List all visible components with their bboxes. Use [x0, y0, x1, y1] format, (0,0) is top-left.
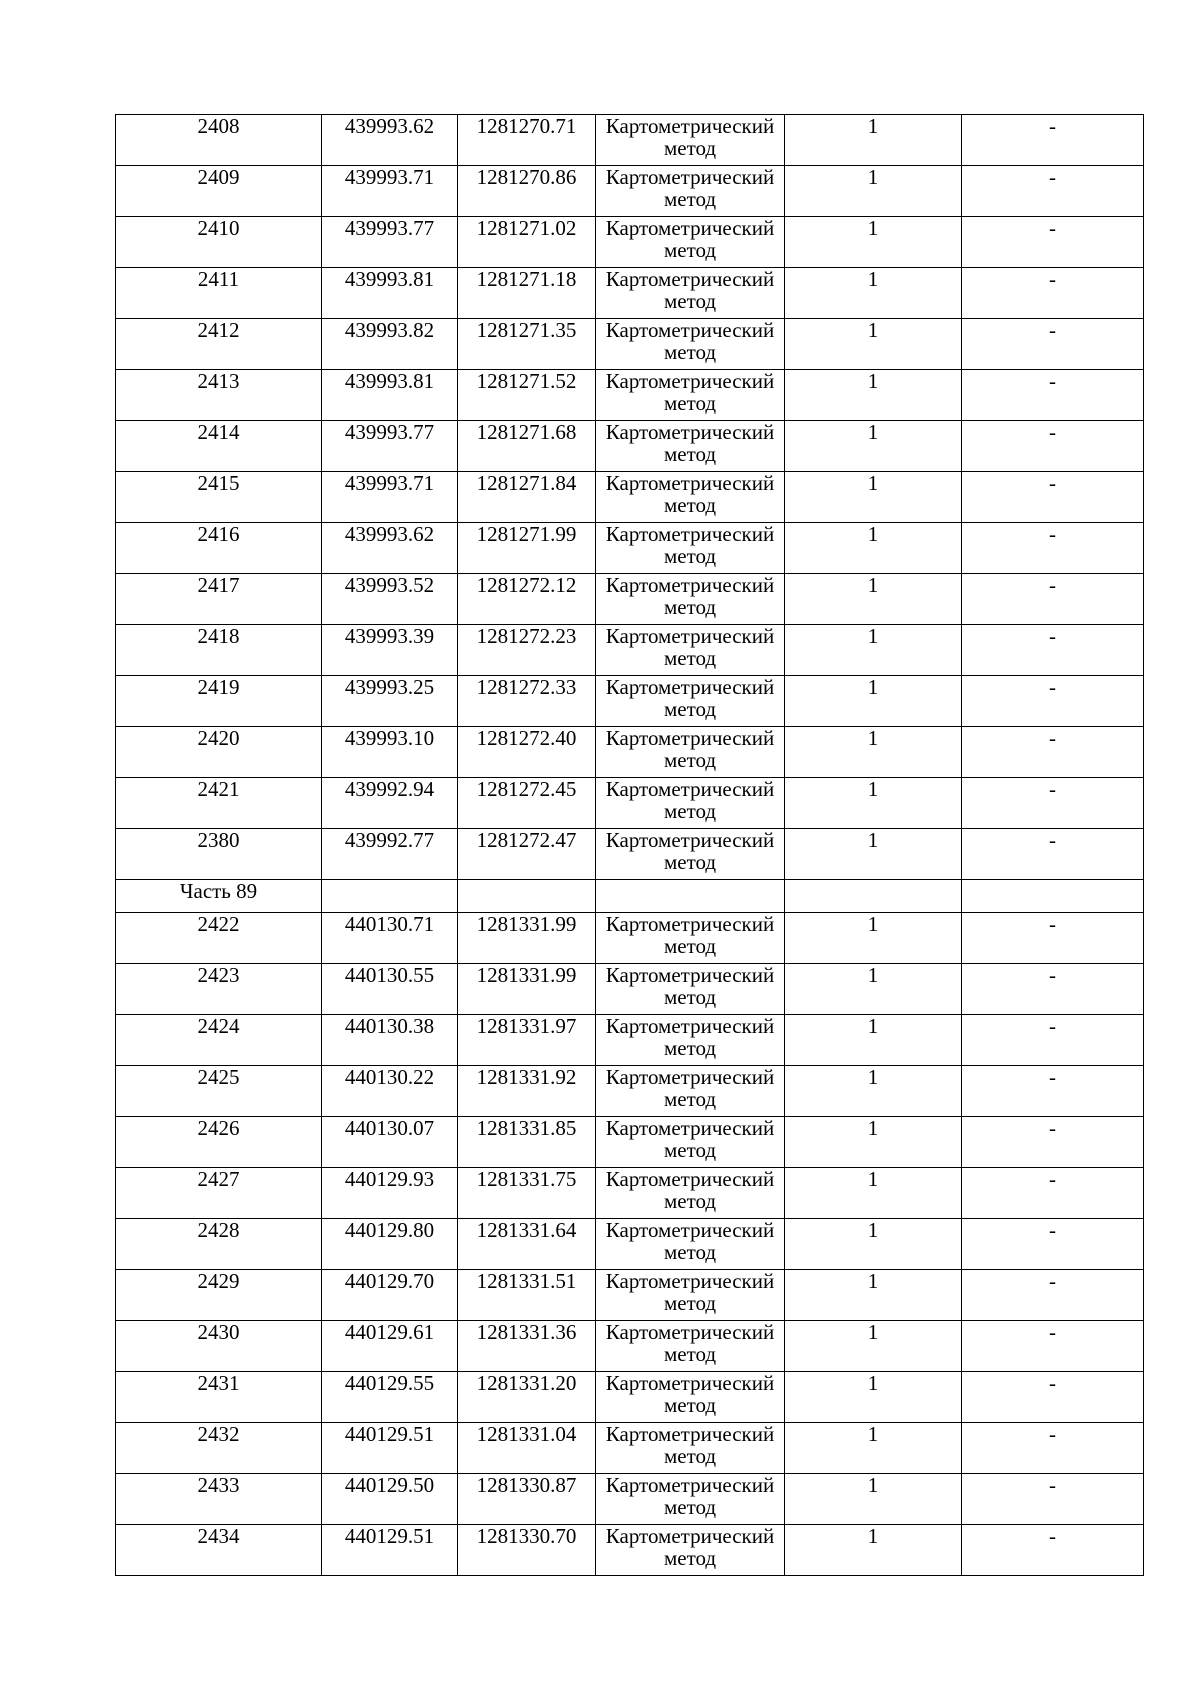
- y-coordinate-cell: 1281271.84: [458, 472, 596, 523]
- description-cell: -: [962, 778, 1144, 829]
- method-line-2: метод: [663, 1546, 717, 1570]
- y-coordinate-cell: 1281272.33: [458, 676, 596, 727]
- method-cell: [596, 268, 785, 319]
- point-number-cell: 2416: [116, 523, 322, 574]
- point-number-cell: 2432: [116, 1423, 322, 1474]
- point-number-cell: 2411: [116, 268, 322, 319]
- method-cell: [596, 472, 785, 523]
- table-row: [116, 217, 1144, 268]
- point-number-cell: 2425: [116, 1066, 322, 1117]
- y-coordinate-cell: 1281331.92: [458, 1066, 596, 1117]
- method-cell: [596, 964, 785, 1015]
- table-row: [116, 964, 1144, 1015]
- y-coordinate-cell: 1281331.99: [458, 964, 596, 1015]
- x-coordinate-cell: 439992.77: [322, 829, 458, 880]
- method-line-1: Картометрический: [605, 1422, 775, 1446]
- method-cell: [596, 370, 785, 421]
- method-cell: [596, 1117, 785, 1168]
- x-coordinate-cell: 440130.07: [322, 1117, 458, 1168]
- table-row: [116, 370, 1144, 421]
- method-line-2: метод: [663, 850, 717, 874]
- method-line-2: метод: [663, 1444, 717, 1468]
- x-coordinate-cell: 439993.62: [322, 523, 458, 574]
- table-row: [116, 421, 1144, 472]
- description-cell: -: [962, 319, 1144, 370]
- y-coordinate-cell: 1281271.35: [458, 319, 596, 370]
- method-cell: [596, 319, 785, 370]
- method-line-2: метод: [663, 1189, 717, 1213]
- table-row: [116, 676, 1144, 727]
- empty-cell: [962, 880, 1144, 913]
- description-cell: -: [962, 1270, 1144, 1321]
- method-line-1: Картометрический: [605, 522, 775, 546]
- x-coordinate-cell: 439992.94: [322, 778, 458, 829]
- y-coordinate-cell: 1281271.52: [458, 370, 596, 421]
- table-row: [116, 778, 1144, 829]
- method-cell: [596, 1474, 785, 1525]
- accuracy-cell: 1: [785, 1066, 962, 1117]
- method-line-1: Картометрический: [605, 369, 775, 393]
- y-coordinate-cell: 1281330.70: [458, 1525, 596, 1576]
- y-coordinate-cell: 1281272.45: [458, 778, 596, 829]
- description-cell: -: [962, 964, 1144, 1015]
- y-coordinate-cell: 1281331.51: [458, 1270, 596, 1321]
- point-number-cell: 2421: [116, 778, 322, 829]
- table-body: [116, 115, 1144, 1576]
- accuracy-cell: 1: [785, 166, 962, 217]
- table-row: [116, 727, 1144, 778]
- point-number-cell: 2428: [116, 1219, 322, 1270]
- x-coordinate-cell: 439993.10: [322, 727, 458, 778]
- method-line-2: метод: [663, 1291, 717, 1315]
- method-cell: [596, 574, 785, 625]
- method-line-2: метод: [663, 289, 717, 313]
- y-coordinate-cell: 1281270.86: [458, 166, 596, 217]
- method-line-2: метод: [663, 1240, 717, 1264]
- method-cell: [596, 778, 785, 829]
- method-line-1: Картометрический: [605, 1218, 775, 1242]
- y-coordinate-cell: 1281331.85: [458, 1117, 596, 1168]
- method-cell: [596, 523, 785, 574]
- method-line-1: Картометрический: [605, 828, 775, 852]
- table-row: [116, 115, 1144, 166]
- method-cell: [596, 625, 785, 676]
- method-line-2: метод: [663, 340, 717, 364]
- x-coordinate-cell: 439993.71: [322, 166, 458, 217]
- method-cell: [596, 676, 785, 727]
- method-line-1: Картометрический: [605, 1269, 775, 1293]
- method-line-1: Картометрический: [605, 1116, 775, 1140]
- point-number-cell: 2412: [116, 319, 322, 370]
- y-coordinate-cell: 1281331.20: [458, 1372, 596, 1423]
- coordinates-table: [115, 114, 1144, 1576]
- point-number-cell: 2380: [116, 829, 322, 880]
- x-coordinate-cell: 440129.61: [322, 1321, 458, 1372]
- description-cell: -: [962, 268, 1144, 319]
- accuracy-cell: 1: [785, 727, 962, 778]
- x-coordinate-cell: 439993.62: [322, 115, 458, 166]
- method-line-1: Картометрический: [605, 1371, 775, 1395]
- x-coordinate-cell: 440129.50: [322, 1474, 458, 1525]
- table-row: [116, 829, 1144, 880]
- x-coordinate-cell: 439993.82: [322, 319, 458, 370]
- method-line-1: Картометрический: [605, 1524, 775, 1548]
- x-coordinate-cell: 440129.55: [322, 1372, 458, 1423]
- method-line-2: метод: [663, 238, 717, 262]
- description-cell: -: [962, 913, 1144, 964]
- x-coordinate-cell: 439993.77: [322, 421, 458, 472]
- accuracy-cell: 1: [785, 1168, 962, 1219]
- x-coordinate-cell: 440130.22: [322, 1066, 458, 1117]
- point-number-cell: 2418: [116, 625, 322, 676]
- point-number-cell: 2414: [116, 421, 322, 472]
- table-row: [116, 1015, 1144, 1066]
- method-cell: [596, 1372, 785, 1423]
- description-cell: -: [962, 625, 1144, 676]
- method-line-1: Картометрический: [605, 963, 775, 987]
- point-number-cell: 2410: [116, 217, 322, 268]
- method-cell: [596, 421, 785, 472]
- point-number-cell: 2434: [116, 1525, 322, 1576]
- point-number-cell: 2417: [116, 574, 322, 625]
- accuracy-cell: 1: [785, 676, 962, 727]
- part-label: Часть 89: [116, 880, 322, 913]
- table-row: [116, 523, 1144, 574]
- y-coordinate-cell: 1281331.97: [458, 1015, 596, 1066]
- x-coordinate-cell: 439993.25: [322, 676, 458, 727]
- description-cell: -: [962, 523, 1144, 574]
- method-line-2: метод: [663, 1036, 717, 1060]
- method-line-1: Картометрический: [605, 1473, 775, 1497]
- point-number-cell: 2423: [116, 964, 322, 1015]
- x-coordinate-cell: 440130.55: [322, 964, 458, 1015]
- point-number-cell: 2430: [116, 1321, 322, 1372]
- empty-cell: [596, 880, 785, 913]
- method-cell: [596, 166, 785, 217]
- description-cell: -: [962, 574, 1144, 625]
- y-coordinate-cell: 1281272.47: [458, 829, 596, 880]
- method-cell: [596, 829, 785, 880]
- method-line-1: Картометрический: [605, 471, 775, 495]
- description-cell: -: [962, 1168, 1144, 1219]
- y-coordinate-cell: 1281271.02: [458, 217, 596, 268]
- method-cell: [596, 1270, 785, 1321]
- method-line-2: метод: [663, 595, 717, 619]
- method-line-2: метод: [663, 1495, 717, 1519]
- accuracy-cell: 1: [785, 574, 962, 625]
- accuracy-cell: 1: [785, 913, 962, 964]
- accuracy-cell: 1: [785, 1270, 962, 1321]
- method-line-2: метод: [663, 1087, 717, 1111]
- method-cell: [596, 913, 785, 964]
- description-cell: -: [962, 1321, 1144, 1372]
- description-cell: -: [962, 115, 1144, 166]
- accuracy-cell: 1: [785, 1219, 962, 1270]
- method-cell: [596, 115, 785, 166]
- method-cell: [596, 1321, 785, 1372]
- table-row: [116, 1321, 1144, 1372]
- x-coordinate-cell: 439993.71: [322, 472, 458, 523]
- method-line-2: метод: [663, 442, 717, 466]
- accuracy-cell: 1: [785, 1117, 962, 1168]
- accuracy-cell: 1: [785, 115, 962, 166]
- point-number-cell: 2424: [116, 1015, 322, 1066]
- point-number-cell: 2433: [116, 1474, 322, 1525]
- x-coordinate-cell: 440130.71: [322, 913, 458, 964]
- point-number-cell: 2420: [116, 727, 322, 778]
- method-line-2: метод: [663, 544, 717, 568]
- method-line-1: Картометрический: [605, 726, 775, 750]
- description-cell: -: [962, 370, 1144, 421]
- method-line-2: метод: [663, 985, 717, 1009]
- method-line-2: метод: [663, 1393, 717, 1417]
- accuracy-cell: 1: [785, 625, 962, 676]
- method-line-1: Картометрический: [605, 1167, 775, 1191]
- part-header-row: [116, 880, 1144, 913]
- table-row: [116, 1168, 1144, 1219]
- x-coordinate-cell: 439993.81: [322, 370, 458, 421]
- point-number-cell: 2409: [116, 166, 322, 217]
- table-row: [116, 913, 1144, 964]
- method-line-1: Картометрический: [605, 1320, 775, 1344]
- accuracy-cell: 1: [785, 217, 962, 268]
- method-line-1: Картометрический: [605, 573, 775, 597]
- description-cell: -: [962, 472, 1144, 523]
- empty-cell: [458, 880, 596, 913]
- x-coordinate-cell: 439993.81: [322, 268, 458, 319]
- method-line-1: Картометрический: [605, 624, 775, 648]
- table-row: [116, 1525, 1144, 1576]
- description-cell: -: [962, 166, 1144, 217]
- y-coordinate-cell: 1281331.99: [458, 913, 596, 964]
- method-cell: [596, 1015, 785, 1066]
- point-number-cell: 2426: [116, 1117, 322, 1168]
- x-coordinate-cell: 439993.39: [322, 625, 458, 676]
- method-line-2: метод: [663, 187, 717, 211]
- y-coordinate-cell: 1281331.75: [458, 1168, 596, 1219]
- method-line-1: Картометрический: [605, 216, 775, 240]
- method-line-1: Картометрический: [605, 777, 775, 801]
- x-coordinate-cell: 439993.77: [322, 217, 458, 268]
- accuracy-cell: 1: [785, 778, 962, 829]
- point-number-cell: 2427: [116, 1168, 322, 1219]
- method-line-2: метод: [663, 493, 717, 517]
- table-row: [116, 1117, 1144, 1168]
- x-coordinate-cell: 440129.51: [322, 1525, 458, 1576]
- method-line-2: метод: [663, 697, 717, 721]
- accuracy-cell: 1: [785, 1423, 962, 1474]
- y-coordinate-cell: 1281271.68: [458, 421, 596, 472]
- accuracy-cell: 1: [785, 370, 962, 421]
- method-cell: [596, 1423, 785, 1474]
- method-line-1: Картометрический: [605, 1014, 775, 1038]
- method-cell: [596, 1219, 785, 1270]
- table-row: [116, 268, 1144, 319]
- table-row: [116, 1372, 1144, 1423]
- accuracy-cell: 1: [785, 1321, 962, 1372]
- description-cell: -: [962, 1219, 1144, 1270]
- x-coordinate-cell: 440129.93: [322, 1168, 458, 1219]
- accuracy-cell: 1: [785, 268, 962, 319]
- accuracy-cell: 1: [785, 319, 962, 370]
- point-number-cell: 2419: [116, 676, 322, 727]
- description-cell: -: [962, 727, 1144, 778]
- table-row: [116, 574, 1144, 625]
- empty-cell: [785, 880, 962, 913]
- accuracy-cell: 1: [785, 964, 962, 1015]
- y-coordinate-cell: 1281272.40: [458, 727, 596, 778]
- description-cell: -: [962, 421, 1144, 472]
- description-cell: -: [962, 829, 1144, 880]
- method-line-2: метод: [663, 391, 717, 415]
- y-coordinate-cell: 1281330.87: [458, 1474, 596, 1525]
- x-coordinate-cell: 440129.70: [322, 1270, 458, 1321]
- method-line-1: Картометрический: [605, 1065, 775, 1089]
- y-coordinate-cell: 1281331.04: [458, 1423, 596, 1474]
- y-coordinate-cell: 1281270.71: [458, 115, 596, 166]
- method-line-1: Картометрический: [605, 318, 775, 342]
- description-cell: -: [962, 1423, 1144, 1474]
- accuracy-cell: 1: [785, 829, 962, 880]
- empty-cell: [322, 880, 458, 913]
- method-line-1: Картометрический: [605, 912, 775, 936]
- method-line-2: метод: [663, 646, 717, 670]
- y-coordinate-cell: 1281271.99: [458, 523, 596, 574]
- accuracy-cell: 1: [785, 1525, 962, 1576]
- x-coordinate-cell: 440129.51: [322, 1423, 458, 1474]
- method-line-2: метод: [663, 1138, 717, 1162]
- description-cell: -: [962, 1015, 1144, 1066]
- accuracy-cell: 1: [785, 1474, 962, 1525]
- x-coordinate-cell: 440129.80: [322, 1219, 458, 1270]
- y-coordinate-cell: 1281331.64: [458, 1219, 596, 1270]
- accuracy-cell: 1: [785, 1015, 962, 1066]
- table-row: [116, 319, 1144, 370]
- table-row: [116, 166, 1144, 217]
- method-line-2: метод: [663, 799, 717, 823]
- method-line-1: Картометрический: [605, 165, 775, 189]
- description-cell: -: [962, 676, 1144, 727]
- method-line-2: метод: [663, 748, 717, 772]
- accuracy-cell: 1: [785, 523, 962, 574]
- method-cell: [596, 1066, 785, 1117]
- method-line-2: метод: [663, 1342, 717, 1366]
- method-line-1: Картометрический: [605, 420, 775, 444]
- method-line-2: метод: [663, 136, 717, 160]
- y-coordinate-cell: 1281331.36: [458, 1321, 596, 1372]
- table-row: [116, 625, 1144, 676]
- description-cell: -: [962, 1372, 1144, 1423]
- y-coordinate-cell: 1281271.18: [458, 268, 596, 319]
- method-line-2: метод: [663, 934, 717, 958]
- method-cell: [596, 217, 785, 268]
- x-coordinate-cell: 440130.38: [322, 1015, 458, 1066]
- x-coordinate-cell: 439993.52: [322, 574, 458, 625]
- description-cell: -: [962, 1474, 1144, 1525]
- description-cell: -: [962, 217, 1144, 268]
- method-cell: [596, 1168, 785, 1219]
- table-row: [116, 1219, 1144, 1270]
- method-line-1: Картометрический: [605, 675, 775, 699]
- accuracy-cell: 1: [785, 421, 962, 472]
- method-cell: [596, 727, 785, 778]
- point-number-cell: 2415: [116, 472, 322, 523]
- accuracy-cell: 1: [785, 472, 962, 523]
- method-line-1: Картометрический: [605, 114, 775, 138]
- point-number-cell: 2408: [116, 115, 322, 166]
- table-row: [116, 1423, 1144, 1474]
- point-number-cell: 2422: [116, 913, 322, 964]
- point-number-cell: 2413: [116, 370, 322, 421]
- y-coordinate-cell: 1281272.23: [458, 625, 596, 676]
- table-row: [116, 1474, 1144, 1525]
- table-row: [116, 472, 1144, 523]
- point-number-cell: 2429: [116, 1270, 322, 1321]
- method-cell: [596, 1525, 785, 1576]
- method-line-1: Картометрический: [605, 267, 775, 291]
- table-row: [116, 1066, 1144, 1117]
- table-row: [116, 1270, 1144, 1321]
- description-cell: -: [962, 1525, 1144, 1576]
- description-cell: -: [962, 1117, 1144, 1168]
- point-number-cell: 2431: [116, 1372, 322, 1423]
- accuracy-cell: 1: [785, 1372, 962, 1423]
- y-coordinate-cell: 1281272.12: [458, 574, 596, 625]
- description-cell: -: [962, 1066, 1144, 1117]
